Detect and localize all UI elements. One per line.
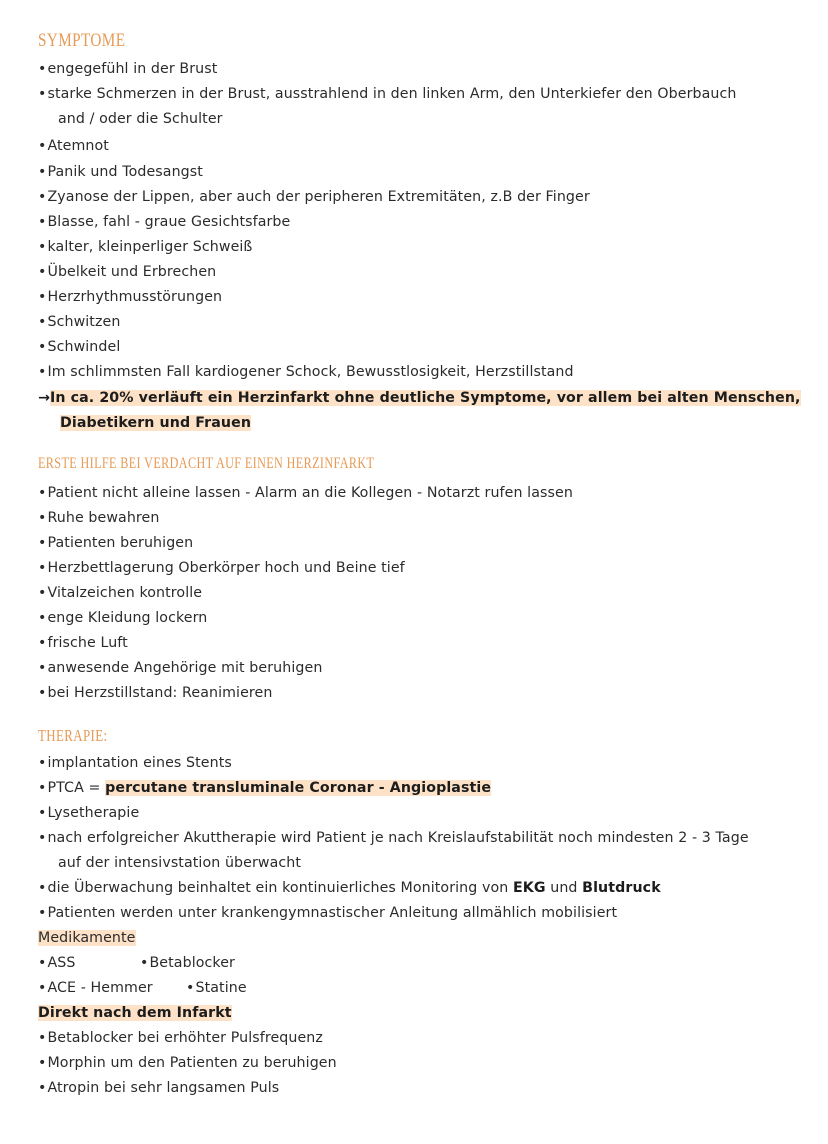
list-item: •Schwitzen — [38, 314, 121, 330]
list-item: •ASS — [38, 955, 76, 971]
list-item: •Ruhe bewahren — [38, 510, 160, 526]
highlighted-note: →In ca. 20% verläuft ein Herzinfarkt ohne deutliche Symptome, vor allem bei alten Menschen, — [38, 390, 801, 406]
list-item: •Im schlimmsten Fall kardiogener Schock, Bewusstlosigkeit, Herzstillstand — [38, 364, 574, 380]
list-item: •Schwindel — [38, 339, 121, 355]
list-item-continuation: and / oder die Schulter — [58, 111, 223, 127]
list-item: •nach erfolgreicher Akuttherapie wird Patient je nach Kreislaufstabilität noch mindesten 2 - 3 Tage — [38, 830, 749, 846]
heading-symptome: SYMPTOME — [38, 30, 126, 51]
list-item: •starke Schmerzen in der Brust, ausstrahlend in den linken Arm, den Unterkiefer den Oberbauch — [38, 86, 737, 102]
list-item: •enge Kleidung lockern — [38, 610, 208, 626]
list-item: •Patienten beruhigen — [38, 535, 194, 551]
list-item: •Statine — [186, 980, 247, 996]
list-item: •Blasse, fahl - graue Gesichtsfarbe — [38, 214, 291, 230]
list-item: •Herzbettlagerung Oberkörper hoch und Beine tief — [38, 560, 405, 576]
arrow-icon: → — [38, 390, 50, 406]
list-item: •kalter, kleinperliger Schweiß — [38, 239, 253, 255]
list-item: •Betablocker bei erhöhter Pulsfrequenz — [38, 1030, 323, 1046]
list-item: •Lysetherapie — [38, 805, 140, 821]
list-item: •Betablocker — [140, 955, 235, 971]
list-item: •Zyanose der Lippen, aber auch der peripheren Extremitäten, z.B der Finger — [38, 189, 590, 205]
list-item: •PTCA = percutane transluminale Coronar - Angioplastie — [38, 780, 492, 796]
list-item: •Morphin um den Patienten zu beruhigen — [38, 1055, 337, 1071]
list-item: •Patient nicht alleine lassen - Alarm an die Kollegen - Notarzt rufen lassen — [38, 485, 573, 501]
list-item: •Atropin bei sehr langsamen Puls — [38, 1080, 280, 1096]
list-item: •engegefühl in der Brust — [38, 61, 218, 77]
direkt-label: Direkt nach dem Infarkt — [38, 1005, 232, 1021]
list-item: •bei Herzstillstand: Reanimieren — [38, 685, 273, 701]
list-item: •Vitalzeichen kontrolle — [38, 585, 203, 601]
heading-erste-hilfe: ERSTE HILFE BEI VERDACHT AUF EINEN HERZINFARKT — [38, 455, 375, 472]
list-item: •Atemnot — [38, 138, 109, 154]
ptca-definition: percutane transluminale Coronar - Angioplastie — [105, 780, 492, 796]
medikamente-label: Medikamente — [38, 930, 136, 946]
list-item: •anwesende Angehörige mit beruhigen — [38, 660, 323, 676]
list-item: •Panik und Todesangst — [38, 164, 203, 180]
list-item: •ACE - Hemmer — [38, 980, 153, 996]
list-item: •implantation eines Stents — [38, 755, 232, 771]
highlighted-note-continuation: Diabetikern und Frauen — [60, 415, 252, 431]
list-item-continuation: auf der intensivstation überwacht — [58, 855, 302, 871]
list-item: •Herzrhythmusstörungen — [38, 289, 223, 305]
list-item: •frische Luft — [38, 635, 128, 651]
heading-therapie: THERAPIE: — [38, 726, 108, 745]
list-item: •Übelkeit und Erbrechen — [38, 264, 217, 280]
list-item: •die Überwachung beinhaltet ein kontinuierliches Monitoring von EKG und Blutdruck — [38, 880, 661, 896]
list-item: •Patienten werden unter krankengymnastischer Anleitung allmählich mobilisiert — [38, 905, 618, 921]
